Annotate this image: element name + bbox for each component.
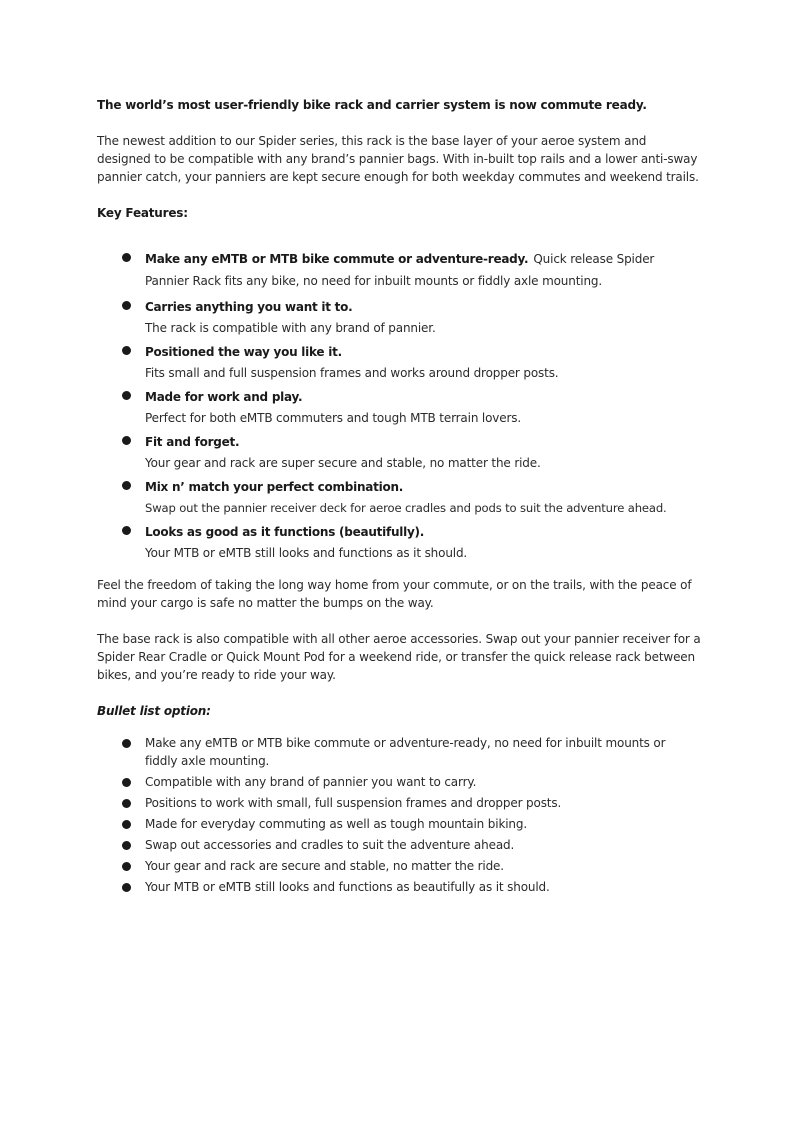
intro-paragraph: The newest addition to our Spider series, this rack is the base layer of your aeroe system and designed to be compatible with any brand’s pannier bags. With in-built top rails and a lower anti-sway pannier catch, your panniers are kept secure enough for both weekday commutes and weekend trails. xyxy=(97,134,699,184)
feature-item xyxy=(97,521,701,562)
document-page xyxy=(97,96,701,899)
feature-desc: The rack is compatible with any brand of pannier. xyxy=(145,321,436,335)
bullet-icon xyxy=(122,436,131,445)
list-item xyxy=(97,794,701,812)
list-item xyxy=(97,734,701,770)
bullet-icon xyxy=(122,301,131,310)
bullet-icon xyxy=(122,862,131,871)
list-item-text: Swap out accessories and cradles to suit the adventure ahead. xyxy=(145,838,515,852)
feature-title: Looks as good as it functions (beautifully). xyxy=(145,525,425,539)
feature-item xyxy=(97,296,701,337)
feature-desc: Quick release Spider Pannier Rack fits any bike, no need for inbuilt mounts or fiddly axle mounting. xyxy=(145,252,655,288)
list-item xyxy=(97,878,701,896)
feature-title: Carries anything you want it to. xyxy=(145,300,353,314)
bullet-icon xyxy=(122,739,131,748)
list-item xyxy=(97,836,701,854)
headline: The world’s most user-friendly bike rack and carrier system is now commute ready. xyxy=(97,98,647,112)
features-list xyxy=(97,248,701,562)
bullet-option-list xyxy=(97,734,701,896)
bullet-icon xyxy=(122,346,131,355)
list-item-text: Positions to work with small, full suspension frames and dropper posts. xyxy=(145,796,562,810)
feature-desc: Fits small and full suspension frames and works around dropper posts. xyxy=(145,366,559,380)
list-item xyxy=(97,857,701,875)
compatibility-paragraph: The base rack is also compatible with all other aeroe accessories. Swap out your pannier receiver for a Spider Rear Cradle or Quick Mount Pod for a weekend ride, or transfer the quick release rack between bikes, and you’re ready to ride your way. xyxy=(97,632,701,682)
freedom-paragraph: Feel the freedom of taking the long way home from your commute, or on the trails, with the peace of mind your cargo is safe no matter the bumps on the way. xyxy=(97,578,692,610)
list-item-text: Make any eMTB or MTB bike commute or adventure-ready, no need for inbuilt mounts or fiddly axle mounting. xyxy=(145,736,666,768)
feature-title: Positioned the way you like it. xyxy=(145,345,342,359)
feature-title: Fit and forget. xyxy=(145,435,240,449)
list-item-text: Your gear and rack are secure and stable, no matter the ride. xyxy=(145,859,504,873)
key-features-heading: Key Features: xyxy=(97,206,188,220)
feature-item xyxy=(97,248,701,292)
bullet-icon xyxy=(122,883,131,892)
feature-desc: Your gear and rack are super secure and stable, no matter the ride. xyxy=(145,456,541,470)
list-item-text: Made for everyday commuting as well as tough mountain biking. xyxy=(145,817,528,831)
bullet-icon xyxy=(122,253,131,262)
feature-item xyxy=(97,341,701,382)
bullet-icon xyxy=(122,841,131,850)
bullet-icon xyxy=(122,799,131,808)
bullet-icon xyxy=(122,481,131,490)
bullet-icon xyxy=(122,391,131,400)
feature-item xyxy=(97,431,701,472)
bullet-icon xyxy=(122,820,131,829)
feature-item xyxy=(97,386,701,427)
list-item xyxy=(97,815,701,833)
list-item xyxy=(97,773,701,791)
bullet-option-heading: Bullet list option: xyxy=(97,704,211,718)
list-item-text: Compatible with any brand of pannier you want to carry. xyxy=(145,775,477,789)
feature-title: Make any eMTB or MTB bike commute or adventure-ready. xyxy=(145,252,529,266)
feature-title: Mix n’ match your perfect combination. xyxy=(145,480,404,494)
feature-desc: Swap out the pannier receiver deck for aeroe cradles and pods to suit the adventure ahead. xyxy=(145,501,667,515)
feature-title: Made for work and play. xyxy=(145,390,303,404)
bullet-icon xyxy=(122,778,131,787)
list-item-text: Your MTB or eMTB still looks and functions as beautifully as it should. xyxy=(145,880,550,894)
feature-desc: Your MTB or eMTB still looks and functions as it should. xyxy=(145,546,468,560)
bullet-icon xyxy=(122,526,131,535)
feature-desc: Perfect for both eMTB commuters and tough MTB terrain lovers. xyxy=(145,411,522,425)
feature-item xyxy=(97,476,701,517)
